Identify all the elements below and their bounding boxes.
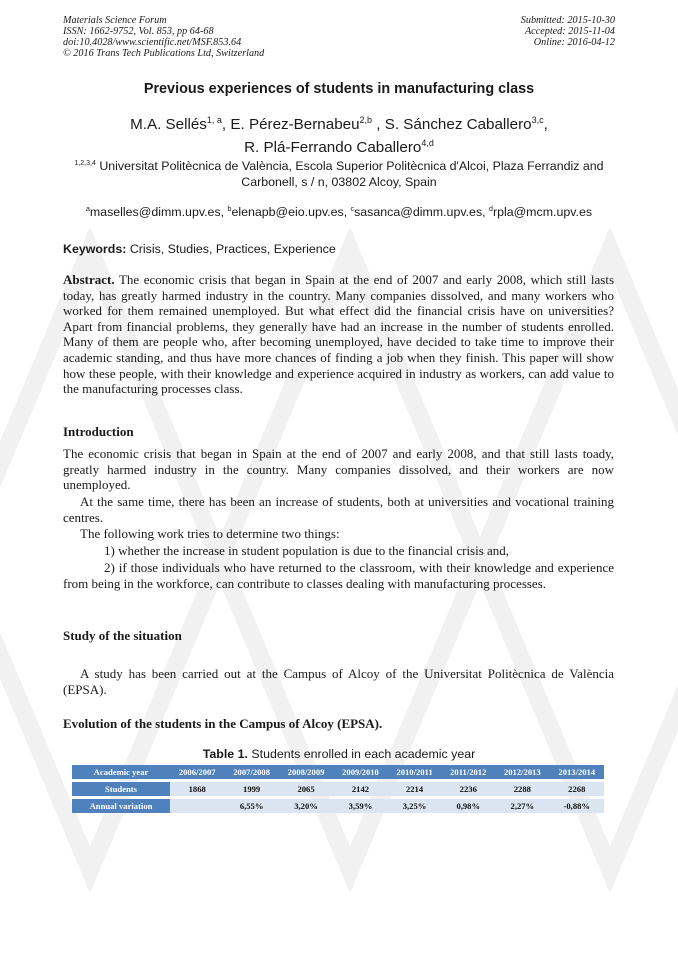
year-cell: 2006/2007	[170, 765, 224, 779]
year-cell: 2013/2014	[550, 765, 604, 779]
intro-list-item-1: 1) whether the increase in student population is due to the financial crisis and,	[104, 543, 510, 558]
variation-cell: 0,98%	[441, 799, 495, 813]
situation-heading: Study of the situation	[63, 628, 182, 643]
row-label-academic-year: Academic year	[72, 765, 170, 779]
submitted-date: Submitted: 2015-10-30	[520, 15, 615, 26]
students-cell: 2236	[441, 782, 495, 796]
author-name: M.A. Sellés	[130, 116, 207, 134]
email-link[interactable]: rpla@mcm.upv.es	[492, 205, 593, 219]
author-affil-sup: 4,d	[421, 138, 434, 149]
author-name: S. Sánchez Caballero	[384, 116, 532, 134]
abstract	[63, 272, 614, 397]
email-link[interactable]: maselles@dimm.upv.es	[89, 205, 221, 219]
intro-paragraph-2: At the same time, there has been an increase of students, both at universities and vocational training centres.	[63, 494, 614, 525]
affiliation	[63, 156, 615, 190]
email-list: $^a$maselles@dimm.upv.es, $^b$elenapb@eio.upv.es, $^c$sasanca@dimm.upv.es, $^d$rpla@mcm.upv.es	[85, 205, 593, 219]
copyright-line: © 2016 Trans Tech Publications Ltd, Switzerland	[63, 48, 265, 59]
students-table	[72, 762, 604, 816]
table-row	[72, 782, 604, 796]
accepted-date: Accepted: 2015-11-04	[524, 26, 615, 37]
year-cell: 2009/2010	[333, 765, 387, 779]
row-label-students: Students	[72, 782, 170, 796]
year-cell: 2007/2008	[224, 765, 278, 779]
abstract-text: The economic crisis that began in Spain at the end of 2007 and early 2008, which still lasts today, has greatly harmed industry in the country. Many companies dissolved, and many workers who worked for them remained unemployed. But what effect did the financial crisis have on universities? Apart from financial problems, they generally have had an increase in the number of students enrolled. Many of them are people who, after becoming unemployed, have decided to take time to improve their academic standing, and thus have more chances of finding a job when they finish. This paper will show how these people, with their knowledge and experience acquired in industry as workers, can add value to the manufacturing processes class.	[63, 272, 615, 397]
affiliation-sup: 1,2,3,4	[74, 160, 96, 167]
abstract-label: Abstract.	[63, 272, 115, 287]
author-affil-sup: 3,c	[531, 115, 544, 125]
online-date: Online: 2016-04-12	[533, 37, 615, 48]
students-cell: 2288	[495, 782, 549, 796]
students-cell: 2268	[550, 782, 604, 796]
email-sup: b	[227, 205, 232, 213]
variation-cell: 2,27%	[495, 799, 549, 813]
introduction-heading: Introduction	[63, 424, 134, 439]
paper-title: Previous experiences of students in manufacturing class	[143, 81, 535, 97]
variation-cell: -0,88%	[550, 799, 604, 813]
variation-cell	[170, 799, 224, 813]
author-affil-sup: 2,b	[359, 115, 373, 125]
author-affil-sup: 1, a	[206, 115, 222, 125]
email-sup: d	[489, 205, 493, 213]
intro-paragraph-1: The economic crisis that began in Spain at the end of 2007 and early 2008, and that still lasts toady, greatly harmed industry in the country. Many companies dissolved, and their workers are now unemployed.	[63, 446, 614, 493]
email-link[interactable]: elenapb@eio.upv.es	[231, 205, 344, 219]
year-cell: 2011/2012	[441, 765, 495, 779]
intro-paragraph-3: The following work tries to determine two things:	[80, 526, 340, 541]
affiliation-text: Universitat Politècnica de València, Escola Superior Politècnica d'Alcoi, Plaza Ferrandiz and Carbonell, s / n, 03802 Alcoy, Spain	[99, 159, 604, 190]
table-row	[72, 765, 604, 779]
table-caption-label: Table 1.	[202, 747, 248, 761]
variation-cell: 6,55%	[224, 799, 278, 813]
keywords-text: Crisis, Studies, Practices, Experience	[129, 242, 336, 256]
students-cell: 2065	[279, 782, 333, 796]
students-cell: 2214	[388, 782, 442, 796]
year-cell: 2012/2013	[495, 765, 549, 779]
email-sup: c	[350, 205, 355, 213]
author-list: M.A. Sellés$^{1, a}$, E. Pérez-Bernabeu$^{2,b}$ , S. Sánchez Caballero$^{3,c}$, R. Plá-Ferrando Caballero$^{4,d}$	[130, 115, 548, 157]
issn-line: ISSN: 1662-9752, Vol. 853, pp 64-68	[63, 26, 214, 37]
journal-header	[63, 15, 264, 59]
submission-dates	[521, 15, 615, 48]
keywords-label: Keywords:	[63, 242, 127, 256]
journal-name: Materials Science Forum	[63, 15, 167, 26]
author-name: R. Plá-Ferrando Caballero	[244, 139, 422, 157]
email-sup: a	[85, 205, 90, 213]
author-name: E. Pérez-Bernabeu	[230, 116, 360, 134]
doi-line: doi:10.4028/www.scientific.net/MSF.853.64	[63, 37, 242, 48]
students-cell: 1999	[224, 782, 278, 796]
year-cell: 2008/2009	[279, 765, 333, 779]
keywords	[63, 242, 336, 256]
students-cell: 2142	[333, 782, 387, 796]
variation-cell: 3,59%	[333, 799, 387, 813]
table-caption-text: Students enrolled in each academic year	[251, 747, 476, 761]
situation-paragraph: A study has been carried out at the Campus of Alcoy of the Universitat Politècnica de València (EPSA).	[63, 666, 614, 697]
row-label-annual-variation: Annual variation	[72, 799, 170, 813]
variation-cell: 3,25%	[388, 799, 442, 813]
year-cell: 2010/2011	[388, 765, 442, 779]
table-row	[72, 799, 604, 813]
evolution-heading: Evolution of the students in the Campus of Alcoy (EPSA).	[63, 716, 383, 731]
students-cell: 1868	[170, 782, 224, 796]
table-caption	[40, 747, 638, 761]
intro-list-item-2: 2) if those individuals who have returned to the classroom, with their knowledge and experience from being in the workforce, can contribute to classes dealing with manufacturing processes.	[63, 560, 614, 591]
variation-cell: 3,20%	[279, 799, 333, 813]
email-link[interactable]: sasanca@dimm.upv.es	[354, 205, 483, 219]
